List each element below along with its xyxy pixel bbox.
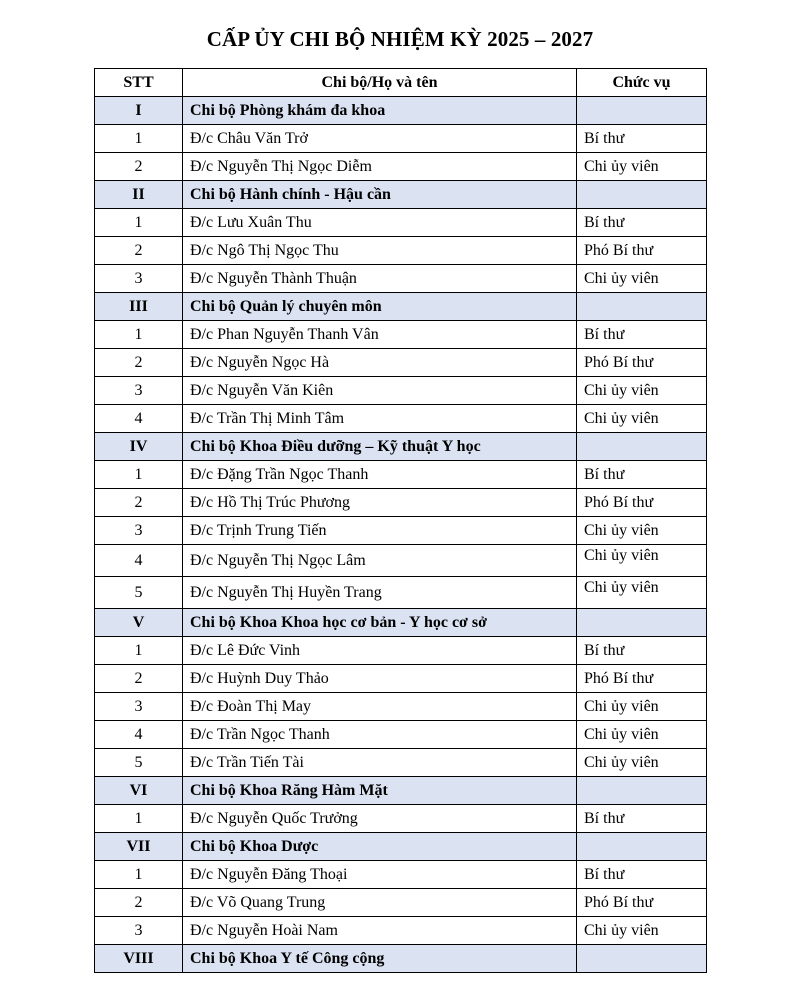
member-stt: 2	[95, 349, 183, 377]
member-row	[95, 405, 707, 433]
group-numeral: I	[95, 97, 183, 125]
member-row	[95, 461, 707, 489]
member-name: Đ/c Đoàn Thị May	[183, 693, 577, 721]
member-name: Đ/c Nguyễn Văn Kiên	[183, 377, 577, 405]
group-row	[95, 433, 707, 461]
member-position: Phó Bí thư	[577, 489, 707, 517]
member-position: Chi ủy viên	[577, 693, 707, 721]
member-stt: 3	[95, 377, 183, 405]
member-position: Chi ủy viên	[577, 545, 707, 577]
member-name: Đ/c Lê Đức Vinh	[183, 637, 577, 665]
group-position-empty	[577, 833, 707, 861]
member-stt: 2	[95, 153, 183, 181]
group-row	[95, 833, 707, 861]
member-row	[95, 153, 707, 181]
document-title: CẤP ỦY CHI BỘ NHIỆM KỲ 2025 – 2027	[206, 27, 594, 51]
member-position: Chi ủy viên	[577, 577, 707, 609]
member-stt: 2	[95, 489, 183, 517]
group-position-empty	[577, 433, 707, 461]
member-position: Chi ủy viên	[577, 377, 707, 405]
member-row	[95, 749, 707, 777]
member-row	[95, 237, 707, 265]
member-name: Đ/c Châu Văn Trở	[183, 125, 577, 153]
group-name: Chi bộ Hành chính - Hậu cần	[183, 181, 577, 209]
group-numeral: VI	[95, 777, 183, 805]
group-position-empty	[577, 97, 707, 125]
member-row	[95, 209, 707, 237]
member-name: Đ/c Lưu Xuân Thu	[183, 209, 577, 237]
member-position: Chi ủy viên	[577, 749, 707, 777]
group-name: Chi bộ Khoa Răng Hàm Mặt	[183, 777, 577, 805]
member-name: Đ/c Trần Thị Minh Tâm	[183, 405, 577, 433]
member-row	[95, 693, 707, 721]
member-name: Đ/c Ngô Thị Ngọc Thu	[183, 237, 577, 265]
group-row	[95, 293, 707, 321]
member-name: Đ/c Nguyễn Quốc Trưởng	[183, 805, 577, 833]
group-row	[95, 181, 707, 209]
group-name: Chi bộ Khoa Điều dưỡng – Kỹ thuật Y học	[183, 433, 577, 461]
header-position: Chức vụ	[577, 69, 707, 97]
member-stt: 2	[95, 237, 183, 265]
member-name: Đ/c Trịnh Trung Tiến	[183, 517, 577, 545]
member-row	[95, 489, 707, 517]
member-row	[95, 637, 707, 665]
member-row	[95, 805, 707, 833]
member-stt: 3	[95, 265, 183, 293]
group-position-empty	[577, 293, 707, 321]
group-numeral: VII	[95, 833, 183, 861]
member-name: Đ/c Trần Ngọc Thanh	[183, 721, 577, 749]
member-stt: 1	[95, 861, 183, 889]
member-stt: 2	[95, 665, 183, 693]
member-row	[95, 721, 707, 749]
group-numeral: V	[95, 609, 183, 637]
group-numeral: II	[95, 181, 183, 209]
member-row	[95, 889, 707, 917]
member-row	[95, 265, 707, 293]
member-stt: 3	[95, 693, 183, 721]
member-row	[95, 349, 707, 377]
member-position: Bí thư	[577, 209, 707, 237]
group-row	[95, 609, 707, 637]
member-stt: 1	[95, 461, 183, 489]
group-numeral: IV	[95, 433, 183, 461]
group-row	[95, 945, 707, 973]
header-name: Chi bộ/Họ và tên	[183, 69, 577, 97]
member-position: Chi ủy viên	[577, 721, 707, 749]
member-position: Chi ủy viên	[577, 917, 707, 945]
member-position: Bí thư	[577, 637, 707, 665]
member-name: Đ/c Nguyễn Đăng Thoại	[183, 861, 577, 889]
group-position-empty	[577, 777, 707, 805]
member-position: Bí thư	[577, 125, 707, 153]
group-numeral: VIII	[95, 945, 183, 973]
member-name: Đ/c Nguyễn Thị Ngọc Diễm	[183, 153, 577, 181]
table-body	[95, 97, 707, 973]
member-position: Chi ủy viên	[577, 517, 707, 545]
member-name: Đ/c Nguyễn Thị Huyền Trang	[183, 577, 577, 609]
member-stt: 1	[95, 209, 183, 237]
group-name: Chi bộ Quản lý chuyên môn	[183, 293, 577, 321]
member-position: Phó Bí thư	[577, 665, 707, 693]
member-row	[95, 861, 707, 889]
group-position-empty	[577, 609, 707, 637]
member-name: Đ/c Võ Quang Trung	[183, 889, 577, 917]
member-stt: 3	[95, 517, 183, 545]
member-position: Phó Bí thư	[577, 349, 707, 377]
member-name: Đ/c Huỳnh Duy Thảo	[183, 665, 577, 693]
group-name: Chi bộ Khoa Dược	[183, 833, 577, 861]
group-name: Chi bộ Phòng khám đa khoa	[183, 97, 577, 125]
member-stt: 5	[95, 577, 183, 609]
group-name: Chi bộ Khoa Y tế Công cộng	[183, 945, 577, 973]
member-name: Đ/c Hồ Thị Trúc Phương	[183, 489, 577, 517]
member-position: Chi ủy viên	[577, 265, 707, 293]
member-name: Đ/c Đặng Trần Ngọc Thanh	[183, 461, 577, 489]
member-position: Bí thư	[577, 321, 707, 349]
header-row	[95, 69, 707, 97]
member-row	[95, 321, 707, 349]
group-numeral: III	[95, 293, 183, 321]
group-row	[95, 97, 707, 125]
member-row	[95, 377, 707, 405]
header-stt: STT	[95, 69, 183, 97]
member-name: Đ/c Trần Tiến Tài	[183, 749, 577, 777]
member-row	[95, 545, 707, 577]
member-name: Đ/c Phan Nguyễn Thanh Vân	[183, 321, 577, 349]
member-row	[95, 125, 707, 153]
member-stt: 1	[95, 637, 183, 665]
member-stt: 3	[95, 917, 183, 945]
member-stt: 4	[95, 405, 183, 433]
group-position-empty	[577, 945, 707, 973]
member-row	[95, 577, 707, 609]
member-name: Đ/c Nguyễn Hoài Nam	[183, 917, 577, 945]
group-position-empty	[577, 181, 707, 209]
member-stt: 4	[95, 721, 183, 749]
member-stt: 1	[95, 805, 183, 833]
group-row	[95, 777, 707, 805]
member-position: Phó Bí thư	[577, 889, 707, 917]
member-name: Đ/c Nguyễn Thị Ngọc Lâm	[183, 545, 577, 577]
member-position: Bí thư	[577, 805, 707, 833]
member-row	[95, 917, 707, 945]
committee-table	[94, 68, 707, 973]
member-position: Phó Bí thư	[577, 237, 707, 265]
member-stt: 1	[95, 125, 183, 153]
member-row	[95, 665, 707, 693]
member-position: Bí thư	[577, 461, 707, 489]
group-name: Chi bộ Khoa Khoa học cơ bản - Y học cơ sở	[183, 609, 577, 637]
member-name: Đ/c Nguyễn Ngọc Hà	[183, 349, 577, 377]
member-position: Chi ủy viên	[577, 405, 707, 433]
member-name: Đ/c Nguyễn Thành Thuận	[183, 265, 577, 293]
member-row	[95, 517, 707, 545]
member-position: Bí thư	[577, 861, 707, 889]
member-stt: 5	[95, 749, 183, 777]
member-stt: 1	[95, 321, 183, 349]
member-stt: 2	[95, 889, 183, 917]
member-stt: 4	[95, 545, 183, 577]
member-position: Chi ủy viên	[577, 153, 707, 181]
